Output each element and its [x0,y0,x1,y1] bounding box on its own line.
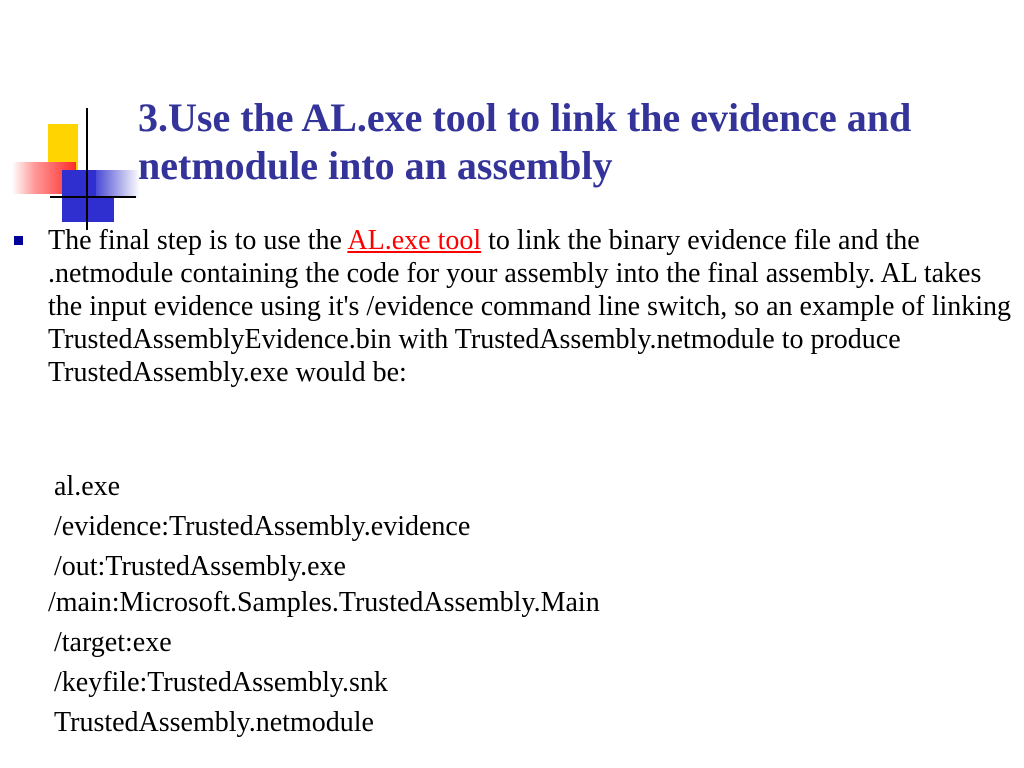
bullet-text-after: to link the binary evidence file and the .netmodule containing the code for your assembly into the final assembly. AL takes the input evidence using it's /evidence command line switch, so an example of linking TrustedAssemblyEvidence.bin with TrustedAssembly.netmodule to produce TrustedAssembly.exe would be: [48,225,1012,388]
code-line: /evidence:TrustedAssembly.evidence [54,511,471,542]
slide-logo [0,0,140,240]
bullet-square-icon [14,236,23,245]
code-line: /out:TrustedAssembly.exe [54,551,346,582]
al-exe-tool-link[interactable]: AL.exe tool [347,225,482,256]
logo-blue-fade [96,170,140,198]
slide-content [14,224,1014,389]
code-line: TrustedAssembly.netmodule [54,707,374,738]
code-line: /target:exe [54,627,172,658]
logo-vertical-line [86,108,88,230]
bullet-item [14,224,1014,389]
slide-title: 3.Use the AL.exe tool to link the evidence and netmodule into an assembly [138,95,912,188]
code-line: /keyfile:TrustedAssembly.snk [54,667,388,698]
code-line: al.exe [54,471,121,502]
bullet-text-before: The final step is to use the [48,225,348,256]
command-example [48,470,1008,746]
logo-horizontal-line [50,196,136,198]
code-line: /main:Microsoft.Samples.TrustedAssembly.Main [48,587,600,618]
